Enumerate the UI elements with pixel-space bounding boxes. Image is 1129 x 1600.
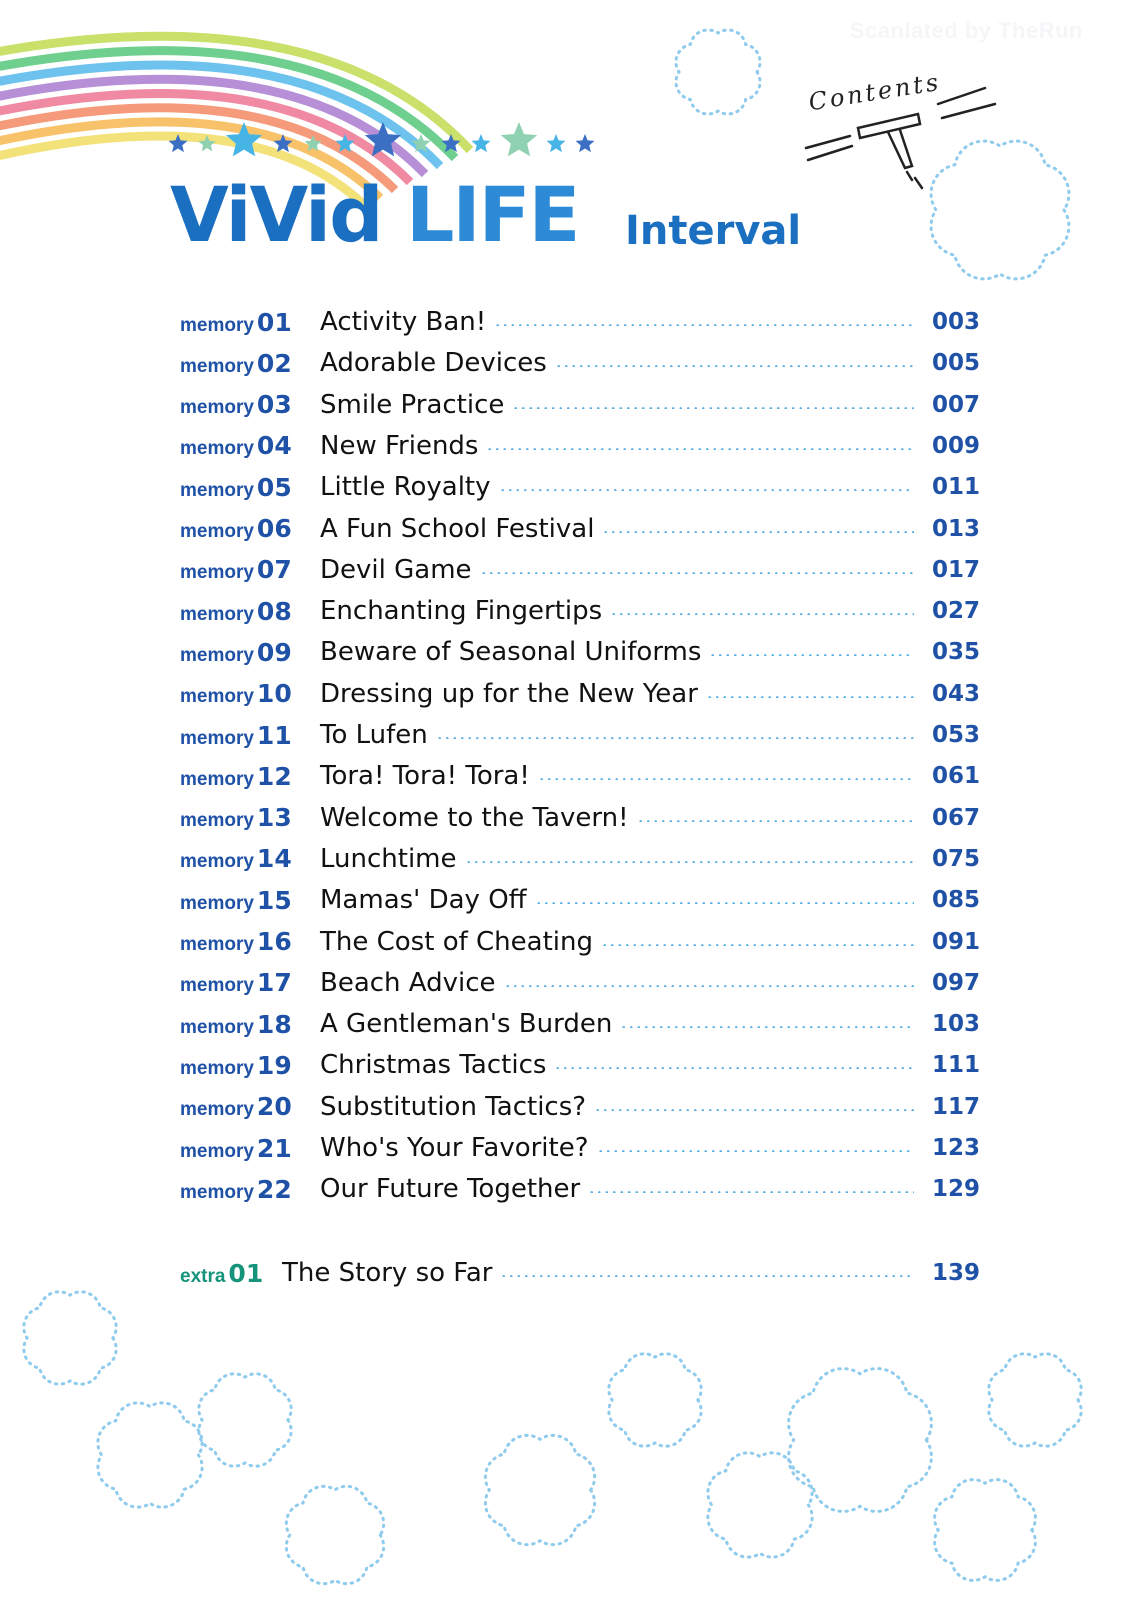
memory-label [180,762,320,791]
memory-word: memory [180,1016,254,1038]
toc-row[interactable] [180,925,990,959]
toc-row[interactable] [180,966,990,1000]
memory-number: 04 [256,431,292,461]
memory-label [180,473,320,502]
dot-leader [601,944,914,946]
dot-leader [637,820,914,822]
page-number: 129 [932,1176,981,1203]
memory-number: 18 [256,1009,292,1039]
memory-number: 16 [256,927,292,956]
memory-word: memory [180,603,254,625]
memory-number: 22 [256,1174,292,1204]
memory-word: memory [180,1057,254,1079]
toc-row[interactable] [180,759,990,793]
dot-leader [602,531,914,533]
memory-label [180,390,320,419]
memory-number: 14 [256,844,292,874]
toc-row-extra[interactable] [180,1256,990,1290]
memory-word: memory [180,686,254,708]
chapter-title: Little Royalty [320,472,491,503]
toc-row[interactable] [180,512,990,546]
extra-number: 01 [228,1258,264,1288]
memory-label [180,1092,320,1121]
memory-label [180,1175,320,1204]
dot-leader [486,448,914,450]
page-number: 097 [932,969,981,996]
chapter-title: Lunchtime [320,843,457,874]
memory-word: memory [180,851,254,873]
page-number: 007 [932,391,981,418]
memory-word: memory [180,1181,254,1203]
memory-number: 02 [256,348,292,378]
memory-number: 01 [256,307,292,337]
page-number: 091 [932,928,981,955]
chapter-title: Activity Ban! [320,307,487,337]
memory-number: 03 [256,390,292,420]
watermark-text: Scanlated by TheRun [849,18,1083,43]
chapter-title: Beware of Seasonal Uniforms [320,637,702,668]
cloud-icon [199,1374,291,1466]
toc-row[interactable] [180,1007,990,1041]
chapter-title: The Cost of Cheating [320,926,593,957]
toc-row[interactable] [180,429,990,463]
memory-label [180,514,320,543]
chapter-title: The Story so Far [282,1258,493,1288]
star-icon [576,134,595,152]
chapter-title: Tora! Tora! Tora! [320,761,530,792]
chapter-title: Who's Your Favorite? [320,1133,589,1163]
memory-word: memory [180,727,254,749]
page-number: 027 [932,598,981,625]
title-vivid: ViVid [170,170,406,259]
dot-leader [436,737,914,739]
memory-label [180,555,320,584]
page-number: 017 [932,556,981,583]
dot-leader [620,1026,914,1028]
page-number: 009 [932,432,981,459]
cloud-icon [789,1369,932,1512]
memory-label [180,968,320,997]
extra-word: extra [180,1265,226,1287]
cloud-icon [609,1354,701,1446]
cloud-icon [98,1403,202,1507]
page-number: 123 [932,1135,981,1161]
memory-number: 11 [256,720,292,750]
memory-number: 15 [256,885,292,915]
memory-label [180,1010,320,1039]
memory-label [180,679,320,708]
dot-leader [706,696,914,698]
toc-row[interactable] [180,553,990,587]
dot-leader [538,778,914,780]
page-number: 111 [932,1052,981,1079]
toc-row[interactable] [180,1131,990,1165]
cloud-icon [935,1480,1036,1581]
cloud-icon [24,1292,116,1384]
chapter-title: A Fun School Festival [320,513,595,544]
memory-label [180,1134,320,1163]
memory-word: memory [180,934,254,955]
toc-row[interactable] [180,594,990,628]
title-main [170,170,578,259]
cloud-icon [286,1486,383,1583]
chapter-title: Welcome to the Tavern! [320,802,629,833]
chapter-title: Christmas Tactics [320,1050,547,1081]
page-number: 103 [932,1011,981,1038]
memory-number: 08 [256,596,292,626]
toc-row[interactable] [180,388,990,422]
memory-number: 21 [256,1133,292,1163]
memory-word: memory [180,521,254,542]
memory-label [180,349,320,378]
memory-label [180,638,320,667]
dot-leader [554,1067,914,1069]
dot-leader [512,407,914,409]
page-number: 117 [932,1093,981,1120]
toc-row[interactable] [180,842,990,876]
memory-word: memory [180,810,254,832]
chapter-title: To Lufen [320,720,428,750]
page-number: 085 [932,887,981,914]
memory-label [180,431,320,460]
memory-label [180,844,320,873]
memory-label [180,308,320,337]
title-life: LIFE [405,170,579,259]
memory-word: memory [180,975,254,997]
chapter-title: Dressing up for the New Year [320,678,698,709]
chapter-title: Adorable Devices [320,348,547,379]
memory-number: 20 [256,1092,292,1122]
toc-row[interactable] [180,305,990,339]
memory-label [180,803,320,832]
chapter-title: Our Future Together [320,1174,581,1205]
contents-heading: Contents [806,67,943,117]
page-number: 005 [932,350,981,377]
memory-label [180,721,320,750]
toc-row[interactable] [180,1090,990,1124]
title-subtitle: Interval [625,208,802,254]
memory-word: memory [180,562,254,584]
cloud-icon [676,30,760,114]
toc-row[interactable] [180,470,990,504]
page-number: 035 [932,639,981,666]
cloud-icon [485,1435,594,1544]
dot-leader [555,365,914,367]
dot-leader [480,572,914,574]
toc-row[interactable] [180,635,990,669]
chapter-title: Enchanting Fingertips [320,596,603,627]
star-icon [501,122,537,156]
toc-row[interactable] [180,1172,990,1206]
memory-word: memory [180,479,254,501]
page-number: 075 [932,845,981,872]
dot-leader [610,613,914,615]
memory-word: memory [180,314,254,336]
memory-label [180,1051,320,1080]
memory-number: 19 [256,1050,292,1080]
chapter-title: Beach Advice [320,967,496,998]
chapter-title: Mamas' Day Off [320,885,527,916]
memory-label [180,886,320,915]
cloud-icon [708,1453,812,1557]
memory-label [180,597,320,626]
memory-word: memory [180,397,254,419]
memory-number: 17 [256,968,292,998]
memory-word: memory [180,355,254,377]
page-number: 139 [932,1260,981,1286]
memory-number: 12 [256,761,292,791]
toc-row[interactable] [180,677,990,711]
page-number: 067 [932,804,981,831]
extra-label [180,1259,282,1288]
toc-row[interactable] [180,883,990,917]
memory-word: memory [180,892,254,914]
chapter-title: Smile Practice [320,389,505,420]
memory-number: 06 [256,514,292,543]
star-icon [547,134,566,152]
memory-number: 05 [256,472,292,502]
dot-leader [535,902,914,904]
page-number: 053 [932,722,981,748]
dot-leader [597,1150,914,1152]
toc-row[interactable] [180,801,990,835]
memory-word: memory [180,1140,254,1162]
memory-number: 09 [256,637,292,667]
star-icon [472,134,491,152]
dot-leader [494,324,914,326]
toc-row[interactable] [180,346,990,380]
dot-leader [588,1191,914,1193]
toc-row[interactable] [180,1048,990,1082]
page-number: 061 [932,763,981,790]
dot-leader [500,1275,914,1277]
memory-number: 07 [256,555,292,585]
dot-leader [465,861,915,863]
memory-number: 10 [256,679,292,709]
dot-leader [709,654,914,656]
page-number: 043 [932,680,981,707]
dot-leader [594,1109,914,1111]
memory-word: memory [180,644,254,666]
chapter-title: A Gentleman's Burden [320,1009,613,1040]
memory-word: memory [180,438,254,460]
chapter-title: Devil Game [320,554,472,585]
cloud-icon [989,1354,1081,1446]
memory-word: memory [180,768,254,790]
memory-number: 13 [256,803,292,833]
chapter-title: New Friends [320,430,479,461]
dot-leader [499,489,914,491]
memory-label [180,927,320,956]
toc-row[interactable] [180,718,990,752]
page-number: 011 [932,474,981,501]
dot-leader [504,985,914,987]
page-number: 013 [932,515,981,542]
cloud-icon [931,141,1069,279]
page-number: 003 [932,309,981,335]
chapter-title: Substitution Tactics? [320,1091,587,1122]
memory-word: memory [180,1099,254,1121]
